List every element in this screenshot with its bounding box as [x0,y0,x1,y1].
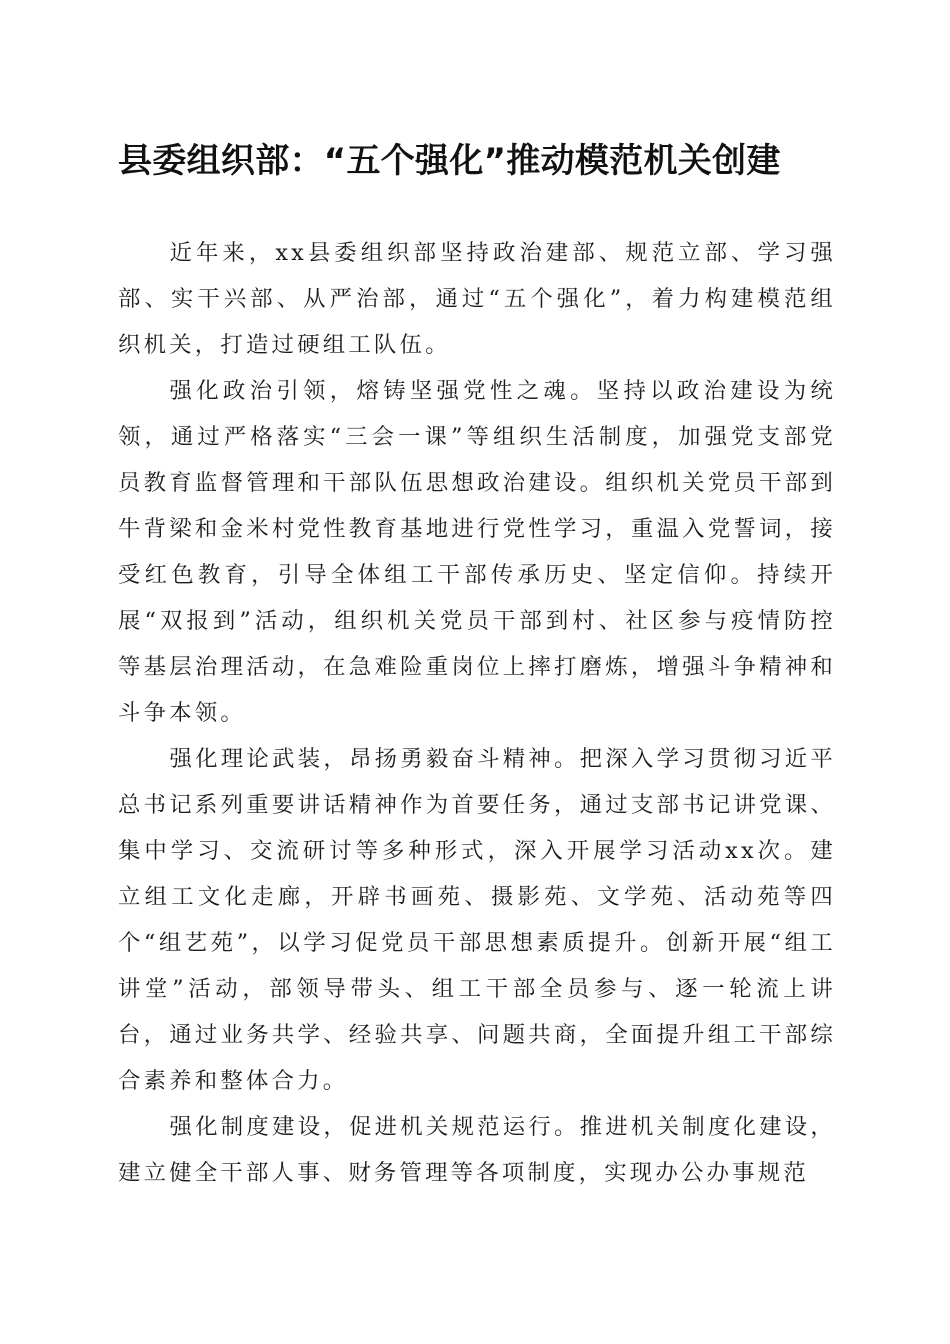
paragraph-institution-building: 强化制度建设，促进机关规范运行。推进机关制度化建设，建立健全干部人事、财务管理等各项制度，实现办公办事规范 [118,1114,836,1186]
paragraph-theory-study: 强化理论武装，昂扬勇毅奋斗精神。把深入学习贯彻习近平总书记系列重要讲话精神作为首要任务，通过支部书记讲党课、集中学习、交流研讨等多种形式，深入开展学习活动xx次。建立组工文化走廊，开辟书画苑、摄影苑、文学苑、活动苑等四个“组艺苑”，以学习促党员干部思想素质提升。创新开展“组工讲堂”活动，部领导带头、组工干部全员参与、逐一轮流上讲台，通过业务共学、经验共享、问题共商，全面提升组工干部综合素养和整体合力。 [118,746,836,1094]
paragraph-political-leadership: 强化政治引领，熔铸坚强党性之魂。坚持以政治建设为统领，通过严格落实“三会一课”等组织生活制度，加强党支部党员教育监督管理和干部队伍思想政治建设。组织机关党员干部到牛背梁和金米村党性教育基地进行党性学习，重温入党誓词，接受红色教育，引导全体组工干部传承历史、坚定信仰。持续开展“双报到”活动，组织机关党员干部到村、社区参与疫情防控等基层治理活动，在急难险重岗位上摔打磨炼，增强斗争精神和斗争本领。 [118,378,836,726]
document-body [118,230,836,1196]
document-title: 县委组织部：“五个强化”推动模范机关创建 [118,141,781,181]
paragraph-intro: 近年来，xx县委组织部坚持政治建部、规范立部、学习强部、实干兴部、从严治部，通过“五个强化”，着力构建模范组织机关，打造过硬组工队伍。 [118,240,836,358]
